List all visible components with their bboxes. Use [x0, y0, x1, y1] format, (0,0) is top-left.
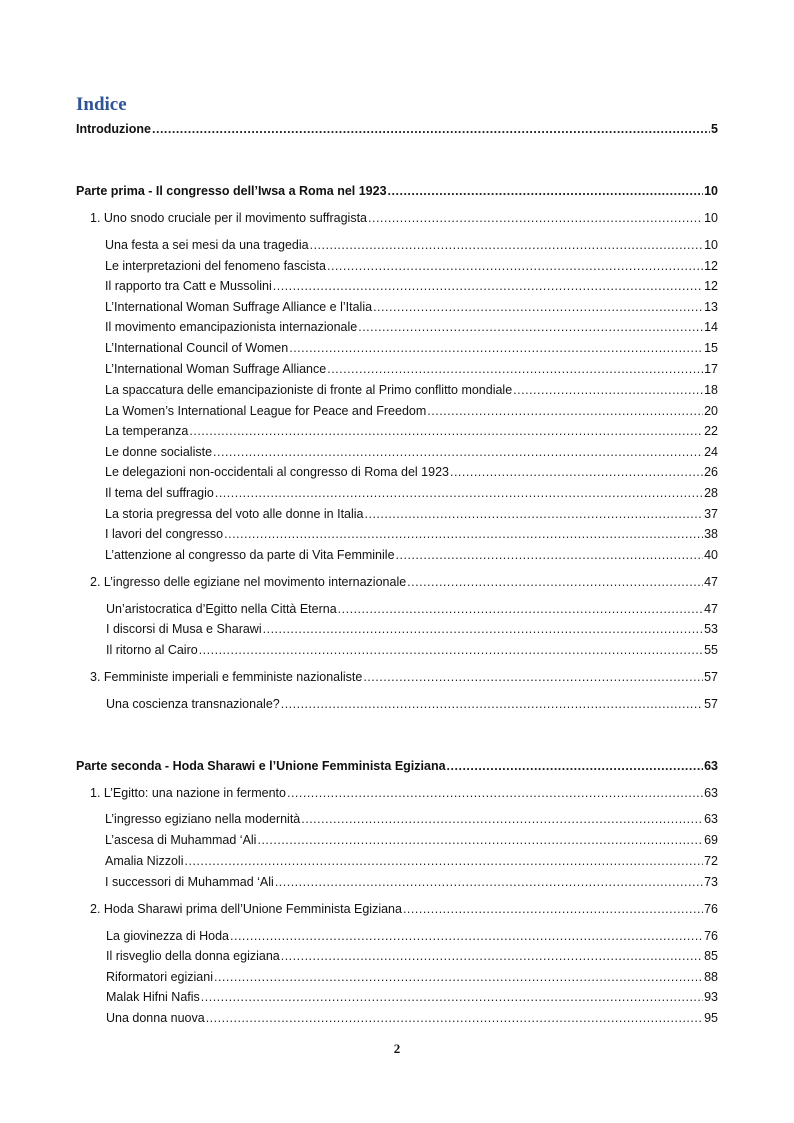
- toc-page-number: 40: [704, 548, 718, 562]
- dot-leader: [327, 257, 703, 275]
- toc-label: 3. Femministe imperiali e femministe nazionaliste: [90, 670, 363, 684]
- toc-label: Parte seconda - Hoda Sharawi e l’Unione Femminista Egiziana: [76, 759, 446, 773]
- toc-page-number: 63: [704, 759, 718, 773]
- toc-label: La Women’s International League for Peace and Freedom: [105, 404, 427, 418]
- toc-entry-chapter[interactable]: [90, 573, 718, 591]
- dot-leader: [338, 600, 703, 618]
- toc-entry-part-2[interactable]: [76, 757, 718, 775]
- toc-entry-section[interactable]: [105, 525, 718, 543]
- toc-label: L’International Woman Suffrage Alliance e l’Italia: [105, 300, 373, 314]
- page-number-footer: 2: [393, 1041, 401, 1056]
- toc-label: Una coscienza transnazionale?: [106, 697, 280, 711]
- dot-leader: [201, 988, 703, 1006]
- toc-entry-chapter[interactable]: [90, 900, 718, 918]
- toc-label: Il rapporto tra Catt e Mussolini: [105, 279, 272, 293]
- toc-page-number: 28: [704, 486, 718, 500]
- toc-page-number: 57: [704, 697, 718, 711]
- toc-label: Riformatori egiziani: [106, 970, 213, 984]
- toc-label: Le delegazioni non-occidentali al congresso di Roma del 1923: [105, 465, 449, 479]
- toc-page-number: 38: [704, 527, 718, 541]
- toc-entry-section[interactable]: [105, 318, 718, 336]
- dot-leader: [365, 505, 704, 523]
- toc-page-number: 22: [704, 424, 718, 438]
- toc-page-number: 88: [704, 970, 718, 984]
- toc-label: Le interpretazioni del fenomeno fascista: [105, 259, 326, 273]
- toc-page-number: 37: [704, 507, 718, 521]
- toc-page-number: 20: [704, 404, 718, 418]
- toc-page-number: 95: [704, 1011, 718, 1025]
- toc-page-number: 10: [704, 184, 718, 198]
- dot-leader: [199, 641, 703, 659]
- dot-leader: [287, 784, 703, 802]
- toc-label: 2. Hoda Sharawi prima dell’Unione Femminista Egiziana: [90, 902, 402, 916]
- toc-page-number: 63: [704, 812, 718, 826]
- toc-page-number: 93: [704, 990, 718, 1004]
- toc-entry-section[interactable]: [105, 381, 718, 399]
- toc-label: Il ritorno al Cairo: [106, 643, 198, 657]
- dot-leader: [327, 360, 703, 378]
- toc-entry-part-1[interactable]: [76, 182, 718, 200]
- dot-leader: [403, 900, 703, 918]
- dot-leader: [206, 1009, 703, 1027]
- toc-entry-section[interactable]: [106, 695, 718, 713]
- toc-page-number: 63: [704, 786, 718, 800]
- toc-label: Parte prima - Il congresso dell’Iwsa a Roma nel 1923: [76, 184, 387, 198]
- toc-entry-section[interactable]: [106, 968, 718, 986]
- toc-page-number: 47: [704, 602, 718, 616]
- toc-page-number: 12: [704, 279, 718, 293]
- toc-page-number: 10: [704, 211, 718, 225]
- toc-page-number: 17: [704, 362, 718, 376]
- dot-leader: [310, 236, 703, 254]
- toc-entry-section[interactable]: [106, 988, 718, 1006]
- page-title: Indice: [76, 94, 127, 115]
- toc-entry-chapter[interactable]: [90, 209, 718, 227]
- toc-entry-section[interactable]: [106, 641, 718, 659]
- toc-entry-section[interactable]: [106, 927, 718, 945]
- toc-label: I successori di Muhammad ‘Ali: [105, 875, 274, 889]
- dot-leader: [301, 810, 703, 828]
- toc-page-number: 76: [704, 929, 718, 943]
- toc-entry-chapter[interactable]: [90, 784, 718, 802]
- dot-leader: [224, 525, 703, 543]
- toc-label: L’ascesa di Muhammad ‘Ali: [105, 833, 257, 847]
- dot-leader: [427, 402, 703, 420]
- toc-page-number: 72: [704, 854, 718, 868]
- dot-leader: [388, 182, 704, 200]
- toc-entry-section[interactable]: [105, 873, 718, 891]
- dot-leader: [189, 422, 703, 440]
- dot-leader: [213, 443, 703, 461]
- toc-entry-section[interactable]: [105, 443, 718, 461]
- toc-entry-section[interactable]: [106, 620, 718, 638]
- toc-page-number: 26: [704, 465, 718, 479]
- toc-label: Il risveglio della donna egiziana: [106, 949, 280, 963]
- dot-leader: [230, 927, 703, 945]
- toc-label: I discorsi di Musa e Sharawi: [106, 622, 262, 636]
- dot-leader: [152, 120, 710, 138]
- toc-page-number: 24: [704, 445, 718, 459]
- toc-page-number: 47: [704, 575, 718, 589]
- toc-page-number: 5: [711, 122, 718, 136]
- toc-entry-section[interactable]: [106, 600, 718, 618]
- toc-entry-intro[interactable]: [76, 120, 718, 138]
- dot-leader: [396, 546, 704, 564]
- toc-label: Un’aristocratica d’Egitto nella Città Eterna: [106, 602, 337, 616]
- toc-entry-section[interactable]: [105, 236, 718, 254]
- dot-leader: [214, 968, 703, 986]
- toc-page-number: 18: [704, 383, 718, 397]
- toc-label: Il tema del suffragio: [105, 486, 214, 500]
- toc-entry-section[interactable]: [106, 947, 718, 965]
- toc-page-number: 13: [704, 300, 718, 314]
- toc-entry-section[interactable]: [105, 360, 718, 378]
- toc-label: L’International Council of Women: [105, 341, 289, 355]
- toc-entry-section[interactable]: [105, 298, 718, 316]
- toc-label: L’International Woman Suffrage Alliance: [105, 362, 327, 376]
- dot-leader: [513, 381, 703, 399]
- toc-entry-section[interactable]: [105, 277, 718, 295]
- toc-entry-section[interactable]: [105, 463, 718, 481]
- toc-page-number: 10: [704, 238, 718, 252]
- toc-label: Malak Hifni Nafis: [106, 990, 200, 1004]
- dot-leader: [373, 298, 703, 316]
- toc-label: La storia pregressa del voto alle donne in Italia: [105, 507, 364, 521]
- toc-label: Amalia Nizzoli: [105, 854, 184, 868]
- toc-label: Introduzione: [76, 122, 151, 136]
- toc-page-number: 12: [704, 259, 718, 273]
- toc-entry-section[interactable]: [105, 484, 718, 502]
- toc-entry-section[interactable]: [105, 257, 718, 275]
- dot-leader: [407, 573, 703, 591]
- toc-page-number: 15: [704, 341, 718, 355]
- toc-label: 1. L’Egitto: una nazione in fermento: [90, 786, 286, 800]
- toc-label: La giovinezza di Hoda: [106, 929, 229, 943]
- toc-label: Una festa a sei mesi da una tragedia: [105, 238, 309, 252]
- dot-leader: [289, 339, 703, 357]
- toc-page-number: 53: [704, 622, 718, 636]
- dot-leader: [363, 668, 703, 686]
- toc-label: 1. Uno snodo cruciale per il movimento suffragista: [90, 211, 367, 225]
- toc-label: Una donna nuova: [106, 1011, 205, 1025]
- toc-entry-section[interactable]: [106, 1009, 718, 1027]
- toc-page-number: 76: [704, 902, 718, 916]
- toc-entry-section[interactable]: [105, 339, 718, 357]
- toc-label: I lavori del congresso: [105, 527, 224, 541]
- dot-leader: [281, 947, 703, 965]
- toc-entry-section[interactable]: [105, 852, 718, 870]
- toc-entry-chapter[interactable]: [90, 668, 718, 686]
- dot-leader: [257, 831, 703, 849]
- toc-label: Il movimento emancipazionista internazionale: [105, 320, 358, 334]
- toc-entry-section[interactable]: [105, 546, 718, 564]
- toc-label: La temperanza: [105, 424, 189, 438]
- dot-leader: [281, 695, 703, 713]
- dot-leader: [368, 209, 703, 227]
- toc-label: La spaccatura delle emancipazioniste di fronte al Primo conflitto mondiale: [105, 383, 513, 397]
- dot-leader: [450, 463, 703, 481]
- dot-leader: [273, 277, 703, 295]
- toc-page-number: 69: [704, 833, 718, 847]
- toc-label: Le donne socialiste: [105, 445, 213, 459]
- toc-page-number: 73: [704, 875, 718, 889]
- toc-label: L’ingresso egiziano nella modernità: [105, 812, 301, 826]
- dot-leader: [275, 873, 703, 891]
- toc-entry-section[interactable]: [105, 831, 718, 849]
- toc-entry-section[interactable]: [105, 810, 718, 828]
- toc-entry-section[interactable]: [105, 422, 718, 440]
- toc-page-number: 85: [704, 949, 718, 963]
- dot-leader: [447, 757, 704, 775]
- dot-leader: [215, 484, 703, 502]
- toc-page-number: 57: [704, 670, 718, 684]
- dot-leader: [263, 620, 703, 638]
- toc-label: L’attenzione al congresso da parte di Vita Femminile: [105, 548, 395, 562]
- toc-page-number: 14: [704, 320, 718, 334]
- dot-leader: [185, 852, 704, 870]
- toc-page-number: 55: [704, 643, 718, 657]
- toc-entry-section[interactable]: [105, 505, 718, 523]
- toc-entry-section[interactable]: [105, 402, 718, 420]
- toc-label: 2. L’ingresso delle egiziane nel movimento internazionale: [90, 575, 407, 589]
- dot-leader: [358, 318, 703, 336]
